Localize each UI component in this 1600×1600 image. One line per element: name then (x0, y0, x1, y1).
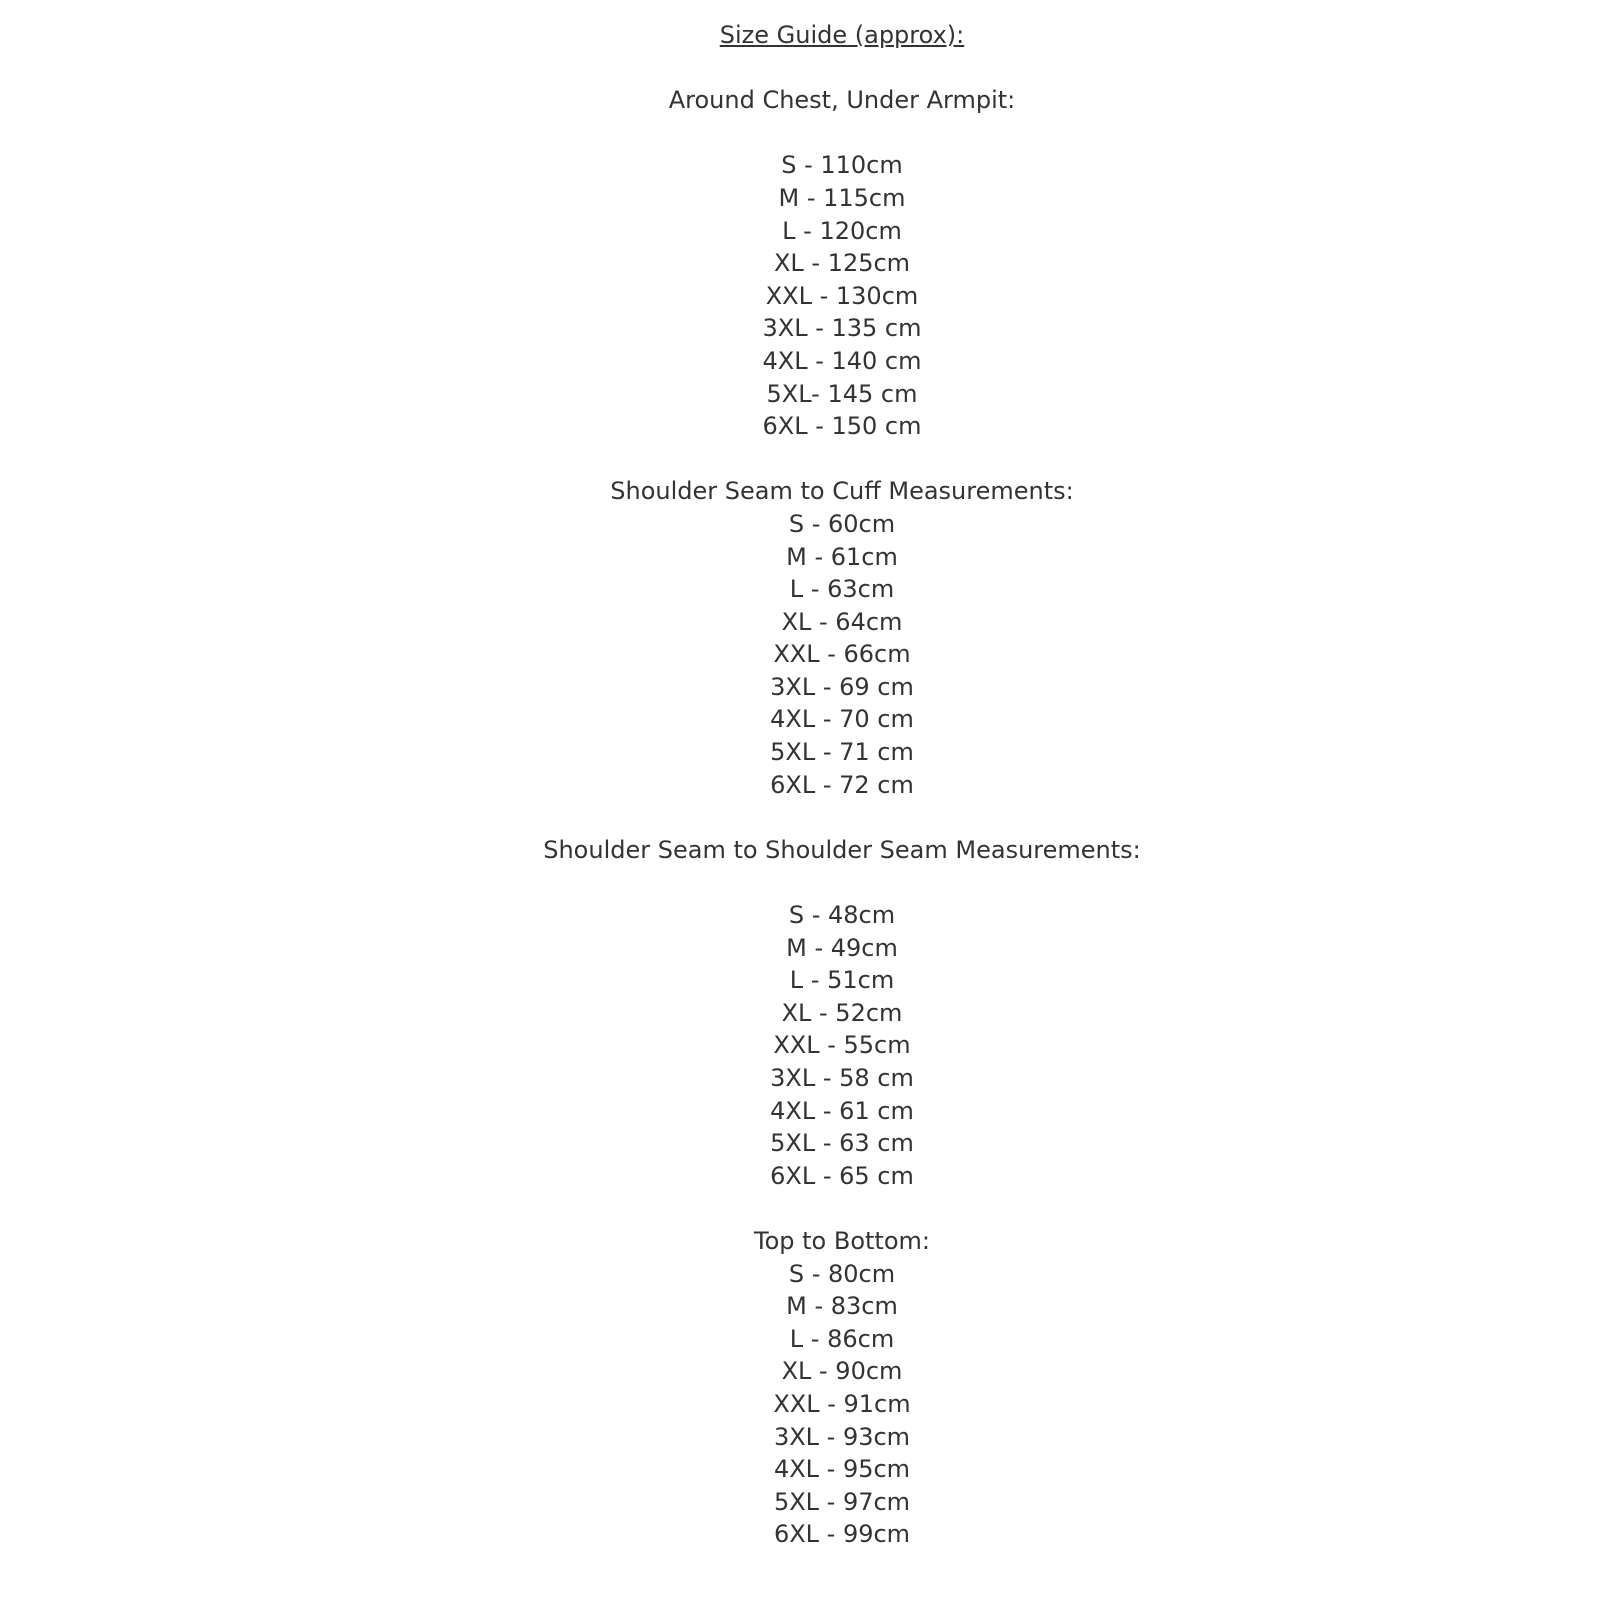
size-row: 5XL - 97cm (773, 1487, 911, 1516)
section-shoulder-to-cuff (84, 475, 1600, 801)
size-row: L - 86cm (789, 1324, 895, 1353)
section-heading: Shoulder Seam to Cuff Measurements: (610, 477, 1074, 506)
size-row: XL - 52cm (781, 998, 903, 1027)
size-row: 6XL - 150 cm (762, 412, 922, 441)
size-row: S - 48cm (788, 901, 896, 930)
size-row: 5XL- 145 cm (766, 379, 918, 408)
section-heading: Top to Bottom: (754, 1226, 930, 1255)
section-shoulder-to-shoulder (84, 834, 1600, 1193)
section-around-chest (84, 84, 1600, 443)
size-row: 6XL - 65 cm (770, 1161, 914, 1190)
size-row: 3XL - 135 cm (762, 314, 922, 343)
size-row: 4XL - 61 cm (770, 1096, 914, 1125)
size-row: 4XL - 70 cm (770, 705, 914, 734)
size-row: 3XL - 93cm (773, 1422, 911, 1451)
size-row: 5XL - 71 cm (770, 738, 914, 767)
size-row: L - 120cm (782, 216, 902, 245)
size-row: 3XL - 69 cm (770, 672, 914, 701)
size-row: M - 115cm (778, 183, 906, 212)
size-row: 6XL - 99cm (773, 1520, 911, 1549)
section-top-to-bottom (84, 1225, 1600, 1551)
size-row: XXL - 66cm (773, 640, 911, 669)
size-row: XXL - 130cm (765, 281, 919, 310)
size-row: M - 49cm (786, 933, 898, 962)
size-row: 6XL - 72 cm (770, 770, 914, 799)
section-heading: Around Chest, Under Armpit: (668, 86, 1016, 115)
size-row: M - 83cm (786, 1292, 898, 1321)
size-row: S - 110cm (781, 151, 903, 180)
section-heading: Shoulder Seam to Shoulder Seam Measurements: (543, 835, 1141, 864)
size-row: M - 61cm (786, 542, 898, 571)
size-row: S - 60cm (788, 509, 896, 538)
size-row: 5XL - 63 cm (770, 1129, 914, 1158)
size-row: 4XL - 140 cm (762, 346, 922, 375)
size-row: XXL - 55cm (773, 1031, 911, 1060)
size-row: 4XL - 95cm (773, 1455, 911, 1484)
size-row: L - 51cm (789, 966, 895, 995)
size-row: XL - 64cm (781, 607, 903, 636)
size-row: S - 80cm (788, 1259, 896, 1288)
size-row: L - 63cm (789, 575, 895, 604)
page-title: Size Guide (approx): (719, 21, 965, 49)
size-row: 3XL - 58 cm (770, 1064, 914, 1092)
size-row: XL - 125cm (773, 249, 911, 278)
size-row: XL - 90cm (781, 1357, 903, 1386)
size-row: XXL - 91cm (773, 1389, 911, 1418)
